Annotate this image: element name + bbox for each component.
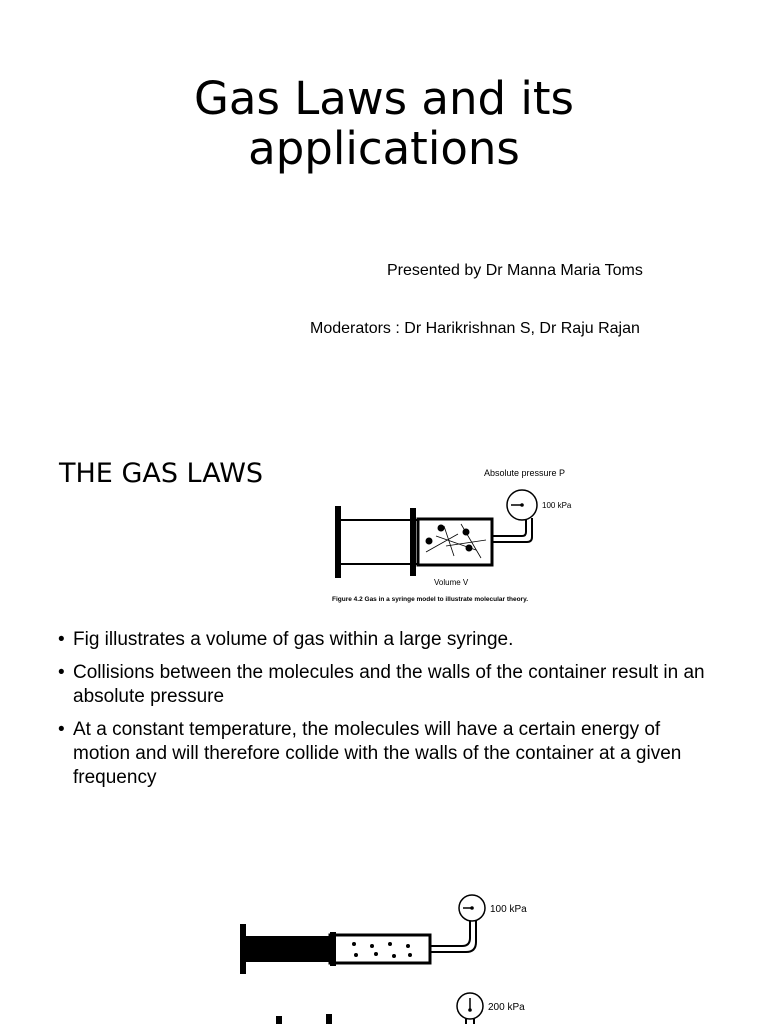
list-item	[58, 628, 718, 652]
volume-label: Volume V	[434, 578, 469, 587]
gauge-2-value: 200 kPa	[488, 1002, 525, 1013]
list-item	[58, 718, 718, 790]
pressure-label: Absolute pressure P	[484, 468, 566, 478]
gauge-value: 100 kPa	[542, 501, 572, 510]
syringe-compression-figure	[226, 886, 556, 1024]
bullet-text: Fig illustrates a volume of gas within a large syringe.	[73, 629, 514, 650]
bullet-marker: •	[58, 629, 65, 650]
slide-heading: THE GAS LAWS	[59, 458, 264, 489]
plunger-handle	[240, 924, 246, 974]
syringe-figure	[326, 456, 592, 606]
syringe-compression-slide	[0, 860, 768, 1024]
title-line-2: applications	[248, 122, 520, 175]
moderators-text: Moderators : Dr Harikrishnan S, Dr Raju Rajan	[310, 320, 640, 337]
plunger-handle	[335, 506, 341, 578]
figure-caption: Figure 4.2 Gas in a syringe model to illustrate molecular theory.	[332, 596, 529, 603]
presenter-text: Presented by Dr Manna Maria Toms	[387, 262, 643, 279]
plunger-head	[410, 508, 416, 576]
list-item	[58, 661, 718, 709]
bullet-marker: •	[58, 662, 65, 683]
slide-title	[0, 74, 768, 174]
title-line-1: Gas Laws and its	[194, 72, 574, 125]
bullet-text: At a constant temperature, the molecules will have a certain energy of motion and will therefore collide with the walls of the container at a given frequency	[73, 719, 682, 788]
bullet-marker: •	[58, 719, 65, 740]
plunger-rod	[246, 936, 330, 962]
gas-laws-slide	[0, 430, 768, 860]
bullet-list	[58, 628, 718, 799]
bullet-text: Collisions between the molecules and the walls of the container result in an absolute pressure	[73, 662, 705, 707]
gauge-1-value: 100 kPa	[490, 904, 527, 915]
title-slide	[0, 0, 768, 430]
